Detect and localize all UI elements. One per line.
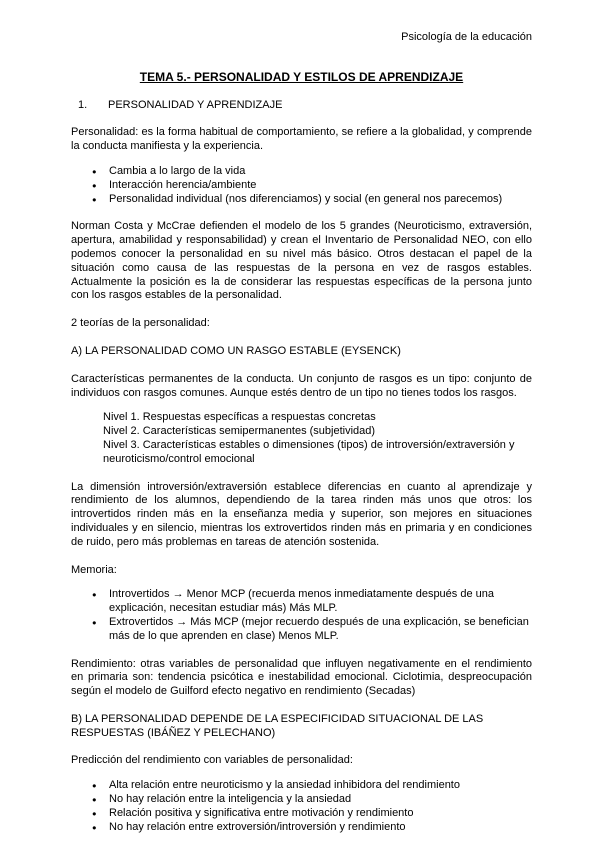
theories-intro: 2 teorías de la personalidad:: [71, 317, 210, 330]
dimension-paragraph: La dimensión introversión/extraversión establece diferencias en cuanto al aprendizaje y rendimiento de los alumnos, dependiendo de la tarea rinden más unos que otros: los introvertidos rinden más en la enseñanza media y superior, son mejores en situaciones individuales y en silencio, mientras los extrovertidos rinden más en primaria y en condiciones de ruido, pero más problemas en tareas de atención sostenida.: [71, 480, 532, 548]
page-header: Psicología de la educación: [401, 31, 532, 43]
bullet-icon: ●: [92, 166, 97, 176]
bullet-icon: ●: [92, 590, 97, 600]
memoria-label: Memoria:: [71, 563, 117, 576]
list-item: [71, 179, 532, 193]
bullet-icon: ●: [92, 180, 97, 190]
bullet-icon: ●: [92, 822, 97, 832]
prediction-bullet-list: [71, 779, 532, 834]
theory-a-paragraph: Características permanentes de la conducta. Un conjunto de rasgos es un tipo: conjunto de individuos con rasgos comunes. Aunque estés dentro de un tipo no tienes todos los rasgos.: [71, 372, 532, 399]
prediction-intro: Predicción del rendimiento con variables de personalidad:: [71, 754, 353, 767]
personalidad-definition-paragraph: Personalidad: es la forma habitual de comportamiento, se refiere a la globalidad, y comprende la conducta manifiesta y la experiencia.: [71, 126, 532, 153]
list-item-text: Relación positiva y significativa entre motivación y rendimiento: [109, 806, 414, 819]
bullet-icon: ●: [92, 194, 97, 204]
section-1-title: PERSONALIDAD Y APRENDIZAJE: [108, 98, 283, 111]
doc-title: [71, 71, 532, 86]
list-item-text: Extrovertidos → Más MCP (mejor recuerdo después de una explicación, se benefician más de lo que aprenden en clase) Menos MLP.: [109, 615, 529, 642]
list-item: [71, 165, 532, 179]
level-line: Nivel 1. Respuestas específicas a respuestas concretas: [103, 411, 376, 424]
memoria-bullet-list: [71, 588, 532, 643]
theory-b-heading: B) LA PERSONALIDAD DEPENDE DE LA ESPECIFICIDAD SITUACIONAL DE LAS RESPUESTAS (IBÁÑEZ Y PELECHANO): [71, 712, 484, 739]
bullet-icon: ●: [92, 781, 97, 791]
list-item: [71, 779, 532, 793]
bullet-icon: ●: [92, 617, 97, 627]
list-item: [71, 793, 532, 807]
list-item-text: No hay relación entre la inteligencia y la ansiedad: [109, 793, 352, 806]
level-line: Nivel 3. Características estables o dimensiones (tipos) de introversión/extraversión y neuroticismo/control emocional: [103, 438, 515, 465]
list-item: [71, 616, 532, 644]
big-five-paragraph: Norman Costa y McCrae defienden el modelo de los 5 grandes (Neuroticismo, extraversión, apertura, amabilidad y responsabilidad) y crean el Inventario de Personalidad NEO, con ello podemos conocer la personalidad en su nivel más básico. Otros destacan el papel de la situación como causa de las respuestas de la persona en vez de rasgos estables. Actualmente la posición es la de considerar las respuestas específicas de la persona junto con los rasgos estables de la personalidad.: [71, 220, 532, 302]
list-item-text: No hay relación entre extroversión/introversión y rendimiento: [109, 820, 406, 833]
list-item-text: Alta relación entre neuroticismo y la ansiedad inhibidora del rendimiento: [109, 779, 460, 792]
list-item-text: Cambia a lo largo de la vida: [109, 164, 246, 177]
personalidad-bullet-list: [71, 165, 532, 206]
list-item-text: Introvertidos → Menor MCP (recuerda menos inmediatamente después de una explicación, necesitan estudiar más) Más MLP.: [109, 588, 494, 615]
list-item: [71, 588, 532, 616]
eysenck-levels: [71, 411, 532, 466]
section-1-number: 1.: [78, 98, 88, 111]
doc-title-text: TEMA 5.- PERSONALIDAD Y ESTILOS DE APRENDIZAJE: [139, 69, 464, 84]
list-item: [71, 821, 532, 835]
theory-a-heading: A) LA PERSONALIDAD COMO UN RASGO ESTABLE (EYSENCK): [71, 344, 401, 357]
list-item-text: Interacción herencia/ambiente: [109, 178, 257, 191]
section-1-heading: [71, 99, 532, 113]
rendimiento-paragraph: Rendimiento: otras variables de personalidad que influyen negativamente en el rendimiento en primaria son: tendencia psicótica e inestabilidad emocional. Ciclotimia, despreocupación según el modelo de Guilford efecto negativo en rendimiento (Secadas): [71, 657, 532, 698]
list-item-text: Personalidad individual (nos diferenciamos) y social (en general nos parecemos): [109, 192, 503, 205]
list-item: [71, 807, 532, 821]
bullet-icon: ●: [92, 808, 97, 818]
bullet-icon: ●: [92, 795, 97, 805]
list-item: [71, 193, 532, 207]
level-line: Nivel 2. Características semipermanentes (subjetividad): [103, 425, 376, 438]
